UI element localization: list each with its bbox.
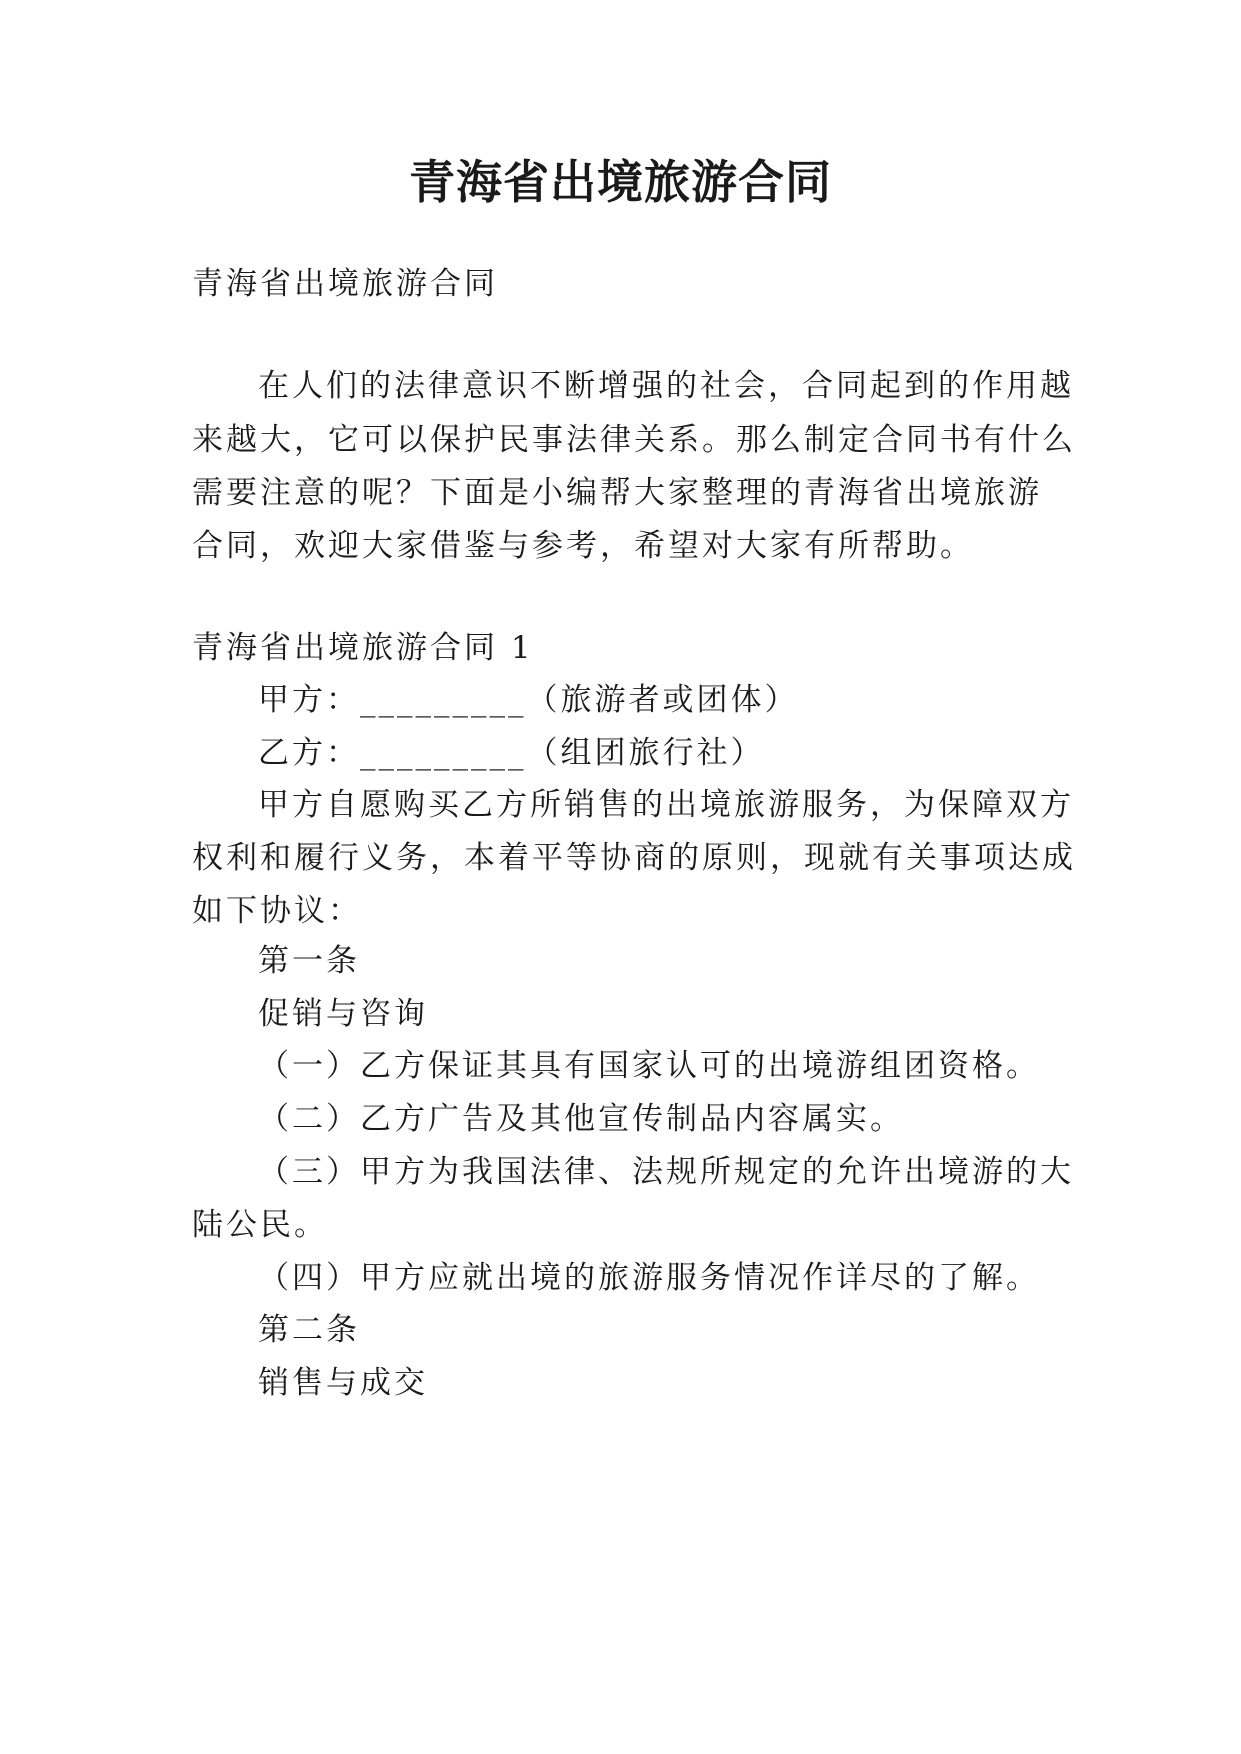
party-a-line: 甲方：_________（旅游者或团体） xyxy=(258,682,799,718)
preamble-line-1: 甲方自愿购买乙方所销售的出境旅游服务，为保障双方 xyxy=(258,787,1074,823)
intro-line-1: 在人们的法律意识不断增强的社会，合同起到的作用越 xyxy=(258,368,1074,404)
preamble-line-3: 如下协议： xyxy=(192,893,362,929)
article-1-item-2: （二）乙方广告及其他宣传制品内容属实。 xyxy=(258,1101,904,1137)
article-2-number: 第二条 xyxy=(258,1312,360,1348)
article-1-title: 促销与咨询 xyxy=(258,996,428,1032)
intro-line-4: 合同，欢迎大家借鉴与参考，希望对大家有所帮助。 xyxy=(192,528,974,564)
article-1-item-1: （一）乙方保证其具有国家认可的出境游组团资格。 xyxy=(258,1048,1040,1084)
article-1-number: 第一条 xyxy=(258,943,360,979)
intro-line-2: 来越大，它可以保护民事法律关系。那么制定合同书有什么 xyxy=(192,422,1076,458)
article-1-item-3-cont: 陆公民。 xyxy=(192,1207,328,1243)
article-2-title: 销售与成交 xyxy=(258,1365,428,1401)
article-1-item-3: （三）甲方为我国法律、法规所规定的允许出境游的大 xyxy=(258,1154,1074,1190)
document-title: 青海省出境旅游合同 xyxy=(409,155,832,209)
document-subtitle: 青海省出境旅游合同 xyxy=(192,266,498,302)
party-b-line: 乙方：_________（组团旅行社） xyxy=(258,735,765,771)
preamble-line-2: 权利和履行义务，本着平等协商的原则，现就有关事项达成 xyxy=(192,840,1076,876)
intro-line-3: 需要注意的呢？下面是小编帮大家整理的青海省出境旅游 xyxy=(192,475,1042,511)
section-heading: 青海省出境旅游合同 1 xyxy=(192,630,534,666)
article-1-item-4: （四）甲方应就出境的旅游服务情况作详尽的了解。 xyxy=(258,1260,1040,1296)
